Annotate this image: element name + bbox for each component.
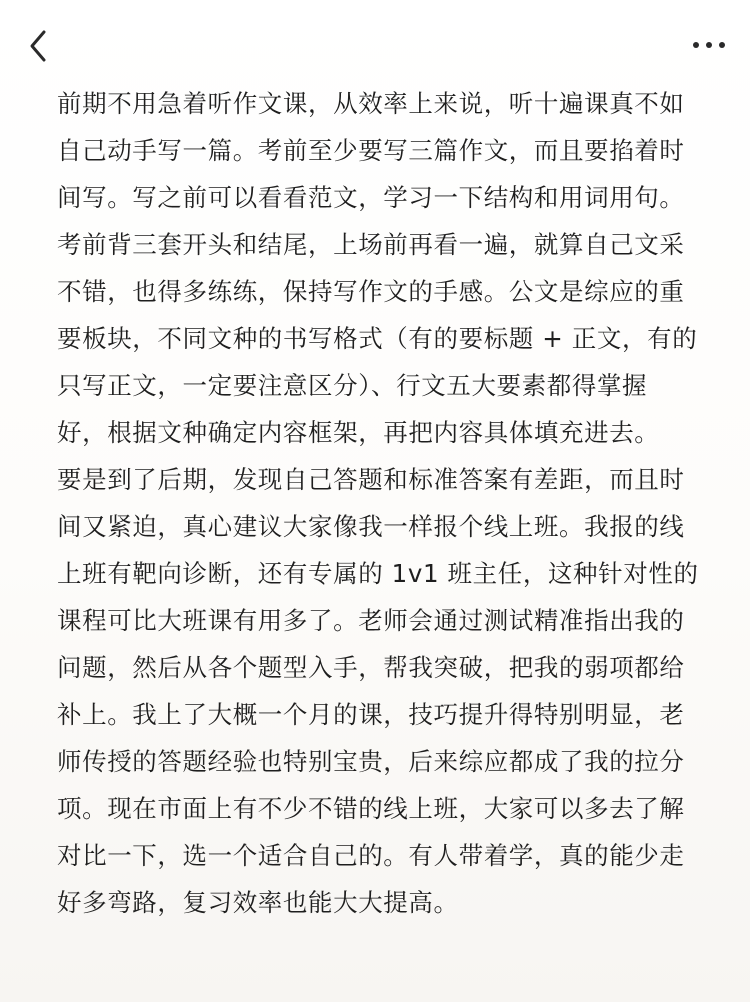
text-line: 要板块，不同文种的书写格式（有的要标题 + 正文，有的	[57, 324, 698, 353]
text-line: 问题，然后从各个题型入手，帮我突破，把我的弱项都给	[57, 653, 685, 682]
more-options-button[interactable]	[684, 30, 734, 60]
text-line: 对比一下，选一个适合自己的。有人带着学，真的能少走	[57, 841, 685, 870]
text-line: 师传授的答题经验也特别宝贵，后来综应都成了我的拉分	[57, 747, 685, 776]
text-line: 好，根据文种确定内容框架，再把内容具体填充进去。	[57, 418, 660, 447]
text-line: 课程可比大班课有用多了。老师会通过测试精准指出我的	[57, 606, 685, 635]
back-button[interactable]	[22, 26, 58, 66]
more-horizontal-icon	[684, 30, 734, 60]
text-line: 间写。写之前可以看看范文，学习一下结构和用词用句。	[57, 183, 685, 212]
text-line: 好多弯路，复习效率也能大大提高。	[57, 888, 459, 917]
text-line: 项。现在市面上有不少不错的线上班，大家可以多去了解	[57, 794, 685, 823]
text-line: 补上。我上了大概一个月的课，技巧提升得特别明显，老	[57, 700, 685, 729]
top-bar	[0, 0, 750, 90]
text-line: 考前背三套开头和结尾，上场前再看一遍，就算自己文采	[57, 230, 685, 259]
article-body	[57, 80, 717, 926]
text-line: 上班有靶向诊断，还有专属的 1v1 班主任，这种针对性的	[57, 559, 699, 588]
text-line: 自己动手写一篇。考前至少要写三篇作文，而且要掐着时	[57, 136, 685, 165]
text-line: 只写正文，一定要注意区分）、行文五大要素都得掌握	[57, 371, 648, 400]
text-line: 要是到了后期，发现自己答题和标准答案有差距，而且时	[57, 465, 685, 494]
text-line: 前期不用急着听作文课，从效率上来说，听十遍课真不如	[57, 89, 685, 118]
chevron-left-icon	[22, 26, 58, 66]
text-line: 间又紧迫，真心建议大家像我一样报个线上班。我报的线	[57, 512, 685, 541]
text-line: 不错，也得多练练，保持写作文的手感。公文是综应的重	[57, 277, 685, 306]
